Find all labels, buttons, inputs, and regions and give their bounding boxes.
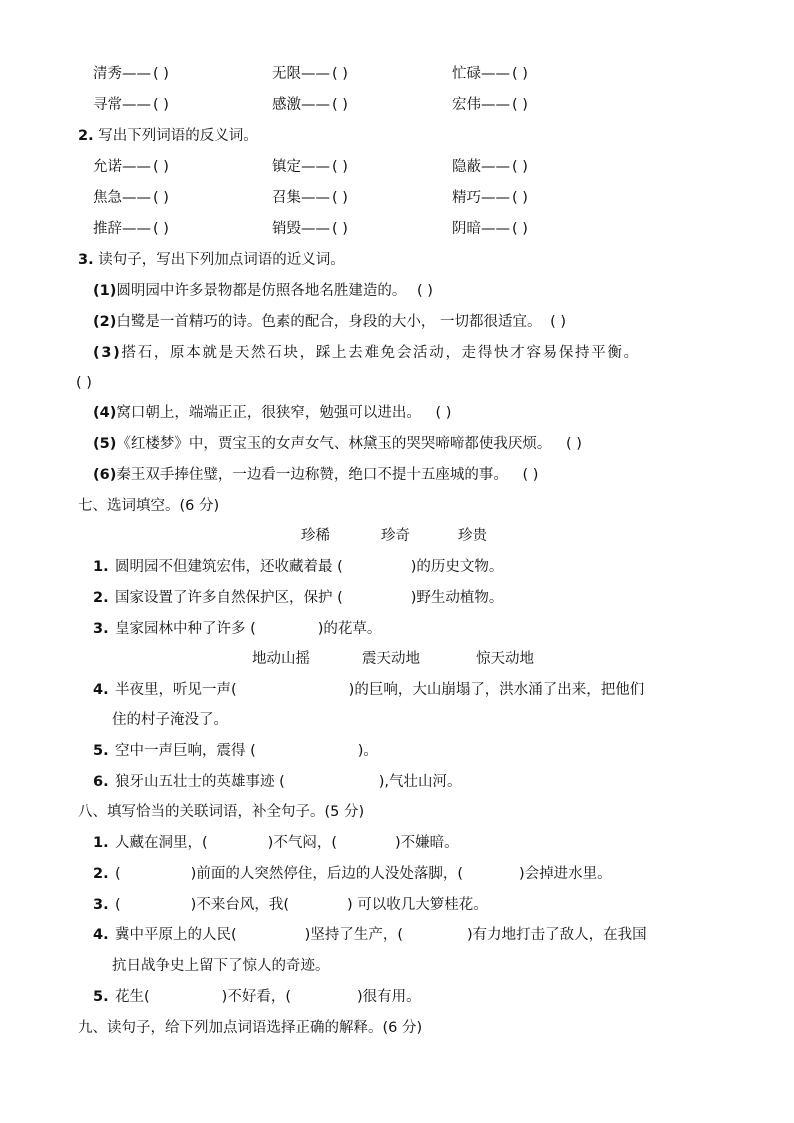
answer-blank[interactable]: ( ): [76, 375, 92, 391]
answer-blank[interactable]: ( ): [512, 190, 528, 206]
q3-item-1: (1)圆明园中许多景物都是仿照各地名胜建造的。 ( ): [93, 283, 433, 299]
answer-blank[interactable]: ( ): [153, 190, 169, 206]
answer-blank[interactable]: ( ): [332, 66, 348, 82]
sec8-item-1: 1. 人藏在洞里，( )不气闷，( )不嫌暗。: [93, 835, 459, 851]
sec8-item-4: 4. 冀中平原上的人民( )坚持了生产，( )有力地打击了敌人，在我国: [93, 927, 647, 943]
antonym-item: 镇定—— ( ): [272, 159, 348, 175]
word-option: 珍稀: [301, 528, 330, 544]
answer-blank[interactable]: ( ): [512, 159, 528, 175]
word-text: 宏伟——: [452, 97, 510, 113]
answer-blank[interactable]: ( ): [565, 436, 582, 452]
answer-blank[interactable]: ( ): [512, 97, 528, 113]
sec8-item-4-cont: 抗日战争史上留下了惊人的奇迹。: [112, 958, 330, 974]
q3-item-2: (2)白鹭是一首精巧的诗。色素的配合，身段的大小， 一切都很适宜。 ( ): [93, 314, 566, 330]
answer-blank[interactable]: ( ): [512, 221, 528, 237]
synonym-item: [452, 64, 528, 84]
synonym-item: [93, 64, 169, 84]
q3-item-6: (6)秦王双手捧住璧，一边看一边称赞，绝口不提十五座城的事。 ( ): [93, 467, 539, 483]
word-option: 珍贵: [458, 528, 487, 544]
sec8-item-2: 2. ( )前面的人突然停住，后边的人没处落脚，( )会掉进水里。: [93, 866, 612, 882]
section-8-title: 八、填写恰当的关联词语，补全句子。(5 分): [78, 804, 365, 820]
word-option: 惊天动地: [476, 651, 534, 667]
word-option: 震天动地: [362, 651, 420, 667]
answer-blank[interactable]: ( ): [332, 190, 348, 206]
q3-item-3-answer: [76, 373, 92, 393]
antonym-item: 销毁—— ( ): [272, 221, 348, 237]
answer-blank[interactable]: ( ): [332, 97, 348, 113]
sec7-item-5: 5. 空中一声巨响，震得 ( )。: [93, 743, 378, 759]
sec7-item-2: 2. 国家设置了许多自然保护区，保护 ( )野生动植物。: [93, 590, 504, 606]
antonym-item: 阴暗—— ( ): [452, 221, 528, 237]
section-9-title: 九、读句子，给下列加点词语选择正确的解释。(6 分): [78, 1020, 423, 1036]
answer-blank[interactable]: ( ): [522, 467, 539, 483]
q3-item-5: (5)《红楼梦》中，贾宝玉的女声女气、林黛玉的哭哭啼啼都使我厌烦。 ( ): [93, 436, 582, 452]
antonym-item: 隐蔽—— ( ): [452, 159, 528, 175]
word-text: 忙碌——: [452, 66, 510, 82]
answer-blank[interactable]: ( ): [416, 283, 433, 299]
word-option: 地动山摇: [252, 651, 310, 667]
antonym-item: 允诺—— ( ): [93, 159, 169, 175]
sec8-item-5: 5. 花生( )不好看，( )很有用。: [93, 989, 421, 1005]
q3-item-3: (3)搭石，原本就是天然石块，踩上去难免会活动，走得快才容易保持平衡。: [93, 345, 640, 361]
question-2-heading: 2. 写出下列词语的反义词。: [78, 128, 258, 144]
antonym-item: 焦急—— ( ): [93, 190, 169, 206]
answer-blank[interactable]: ( ): [550, 314, 566, 330]
answer-blank[interactable]: ( ): [332, 221, 348, 237]
answer-blank[interactable]: ( ): [512, 66, 528, 82]
sec7-item-4-cont: 住的村子淹没了。: [112, 712, 228, 728]
answer-blank[interactable]: ( ): [153, 159, 169, 175]
answer-blank[interactable]: ( ): [153, 221, 169, 237]
antonym-item: 推辞—— ( ): [93, 221, 169, 237]
word-text: 感激——: [272, 97, 330, 113]
question-3-heading: 3. 读句子，写出下列加点词语的近义词。: [78, 252, 345, 268]
antonym-item: 精巧—— ( ): [452, 190, 528, 206]
synonym-item: [452, 95, 528, 115]
sec8-item-3: 3. ( )不来台风，我( ) 可以收几大箩桂花。: [93, 897, 488, 913]
antonym-item: 召集—— ( ): [272, 190, 348, 206]
synonym-item: [272, 64, 348, 84]
answer-blank[interactable]: ( ): [435, 405, 452, 421]
sec7-item-6: 6. 狼牙山五壮士的英雄事迹 ( ),气壮山河。: [93, 774, 462, 790]
word-text: 清秀——: [93, 66, 151, 82]
synonym-item: [272, 95, 348, 115]
answer-blank[interactable]: ( ): [332, 159, 348, 175]
q3-item-4: (4)窝口朝上，端端正正，很狭窄，勉强可以进出。 ( ): [93, 405, 452, 421]
word-text: 无限——: [272, 66, 330, 82]
sec7-item-3: 3. 皇家园林中种了许多 ( )的花草。: [93, 621, 382, 637]
sec7-item-4: 4. 半夜里，听见一声( )的巨响，大山崩塌了，洪水涌了出来，把他们: [93, 682, 645, 698]
answer-blank[interactable]: ( ): [153, 66, 169, 82]
section-7-title: 七、选词填空。(6 分): [78, 498, 220, 514]
word-option: 珍奇: [381, 528, 410, 544]
sec7-item-1: 1. 圆明园不但建筑宏伟，还收藏着最 ( )的历史文物。: [93, 559, 504, 575]
word-text: 寻常——: [93, 97, 151, 113]
answer-blank[interactable]: ( ): [153, 97, 169, 113]
synonym-item: [93, 95, 169, 115]
